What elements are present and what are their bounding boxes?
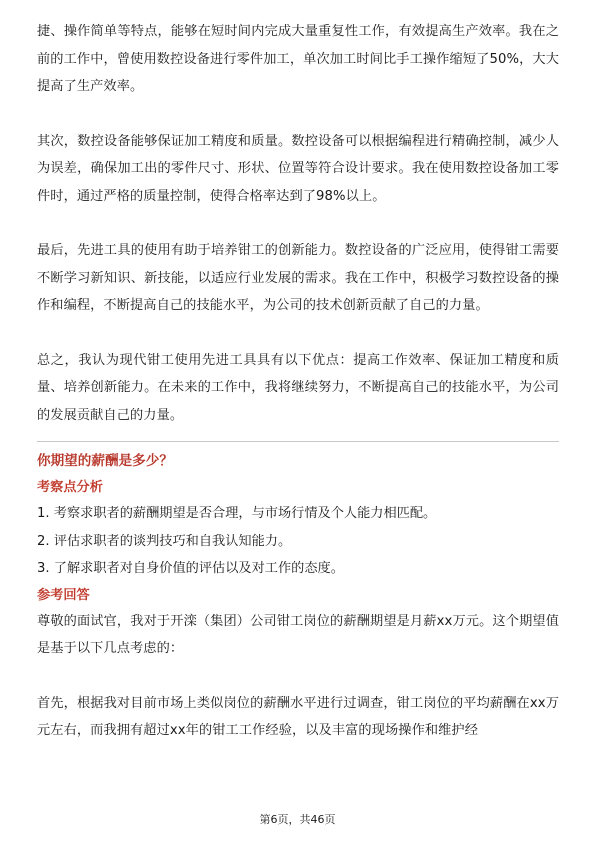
body-paragraph-1: 捷、操作简单等特点，能够在短时间内完成大量重复性工作，有效提高生产效率。我在之前的工作中，曾使用数控设备进行零件加工，单次加工时间比手工操作缩短了50%，大大提高了生产效率。 [37, 24, 559, 94]
section-divider [37, 441, 559, 442]
answer-paragraph-2: 首先，根据我对目前市场上类似岗位的薪酬水平进行过调查，钳工岗位的平均薪酬在xx万元左右，而我拥有超过xx年的钳工工作经验，以及丰富的现场操作和维护经 [37, 695, 559, 738]
paragraph-spacer [37, 210, 559, 237]
page-number: 第6页，共46页 [259, 813, 336, 826]
list-item: 1. 考察求职者的薪酬期望是否合理，与市场行情及个人能力相匹配。 [37, 506, 437, 521]
paragraph-spacer [37, 663, 559, 690]
body-paragraph-3: 最后，先进工具的使用有助于培养钳工的创新能力。数控设备的广泛应用，使得钳工需要不断学习新知识、新技能，以适应行业发展的需求。我在工作中，积极学习数控设备的操作和编程，不断提高自己的技能水平，为公司的技术创新贡献了自己的力量。 [37, 243, 559, 313]
paragraph-spacer [37, 101, 559, 128]
paragraph-spacer [37, 320, 559, 347]
body-paragraph-2: 其次，数控设备能够保证加工精度和质量。数控设备可以根据编程进行精确控制，减少人为误差，确保加工出的零件尺寸、形状、位置等符合设计要求。我在使用数控设备加工零件时，通过严格的质量控制，使得合格率达到了98%以上。 [37, 133, 559, 204]
answer-paragraph-1: 尊敬的面试官，我对于开滦（集团）公司钳工岗位的薪酬期望是月薪xx万元。这个期望值是基于以下几点考虑的： [37, 613, 559, 656]
page-content [37, 18, 559, 745]
answer-heading: 参考回答 [37, 587, 90, 603]
analysis-heading: 考察点分析 [37, 480, 103, 495]
analysis-list [37, 500, 559, 583]
question-title: 你期望的薪酬是多少？ [37, 453, 173, 469]
list-item: 2. 评估求职者的谈判技巧和自我认知能力。 [37, 533, 292, 549]
list-item: 3. 了解求职者对自身价值的评估以及对工作的态度。 [37, 561, 344, 576]
body-paragraph-4: 总之，我认为现代钳工使用先进工具具有以下优点：提高工作效率、保证加工精度和质量、培养创新能力。在未来的工作中，我将继续努力，不断提高自己的技能水平，为公司的发展贡献自己的力量。 [37, 352, 559, 423]
